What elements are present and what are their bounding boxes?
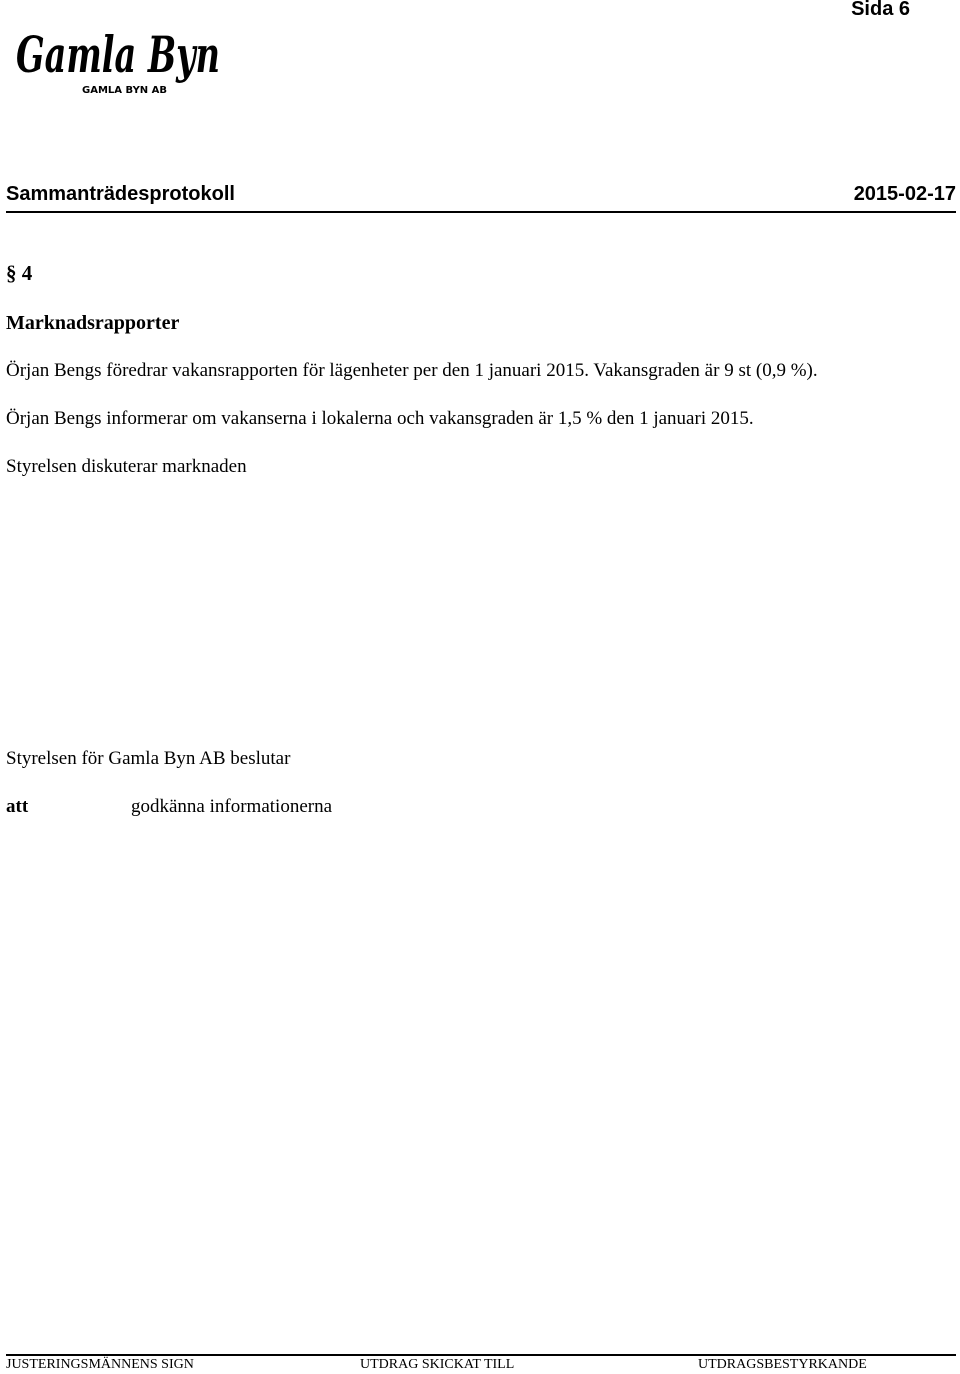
paragraph-4: Styrelsen för Gamla Byn AB beslutar <box>6 748 291 769</box>
decision-text: godkänna informationerna <box>131 796 333 817</box>
document-header <box>6 183 956 213</box>
document-title: Sammanträdesprotokoll <box>6 183 235 205</box>
paragraph-2: Örjan Bengs informerar om vakanserna i lokalerna och vakansgraden är 1,5 % den 1 januari 2015. <box>6 408 754 429</box>
paragraph-1: Örjan Bengs föredrar vakansrapporten för lägenheter per den 1 januari 2015. Vakansgraden är 9 st (0,9 %). <box>6 360 818 381</box>
decision-keyword: att <box>6 796 29 817</box>
footer-sent-label: UTDRAG SKICKAT TILL <box>360 1357 515 1372</box>
gamla-byn-logo <box>14 18 224 102</box>
page-footer <box>6 1354 956 1374</box>
section-heading: Marknadsrapporter <box>6 312 180 334</box>
footer-signature-label: JUSTERINGSMÄNNENS SIGN <box>6 1357 194 1372</box>
logo-script-text: Gamla Byn <box>16 25 220 84</box>
logo-subtitle: GAMLA BYN AB <box>82 85 168 96</box>
document-date: 2015-02-17 <box>853 183 956 205</box>
page-number: Sida 6 <box>851 0 910 20</box>
footer-certification-label: UTDRAGSBESTYRKANDE <box>698 1357 867 1372</box>
section-number: § 4 <box>6 261 33 285</box>
paragraph-3: Styrelsen diskuterar marknaden <box>6 456 247 477</box>
